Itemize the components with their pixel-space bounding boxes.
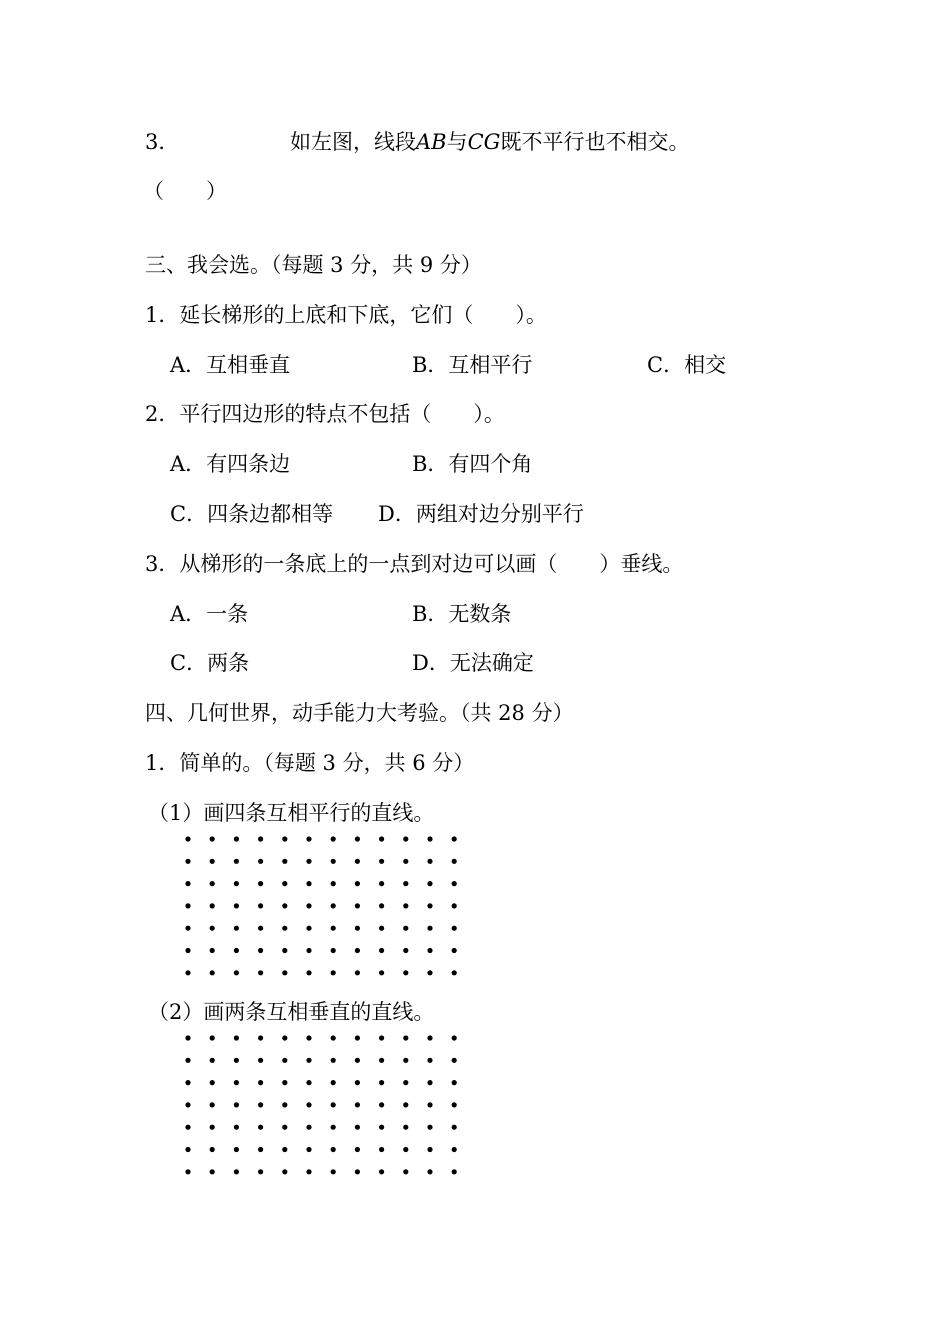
grid-dot[interactable] xyxy=(452,903,457,908)
grid-dot[interactable] xyxy=(403,859,408,864)
task-1-label: （1）画四条互相平行的直线。 xyxy=(148,801,435,825)
segment-ab: AB xyxy=(416,130,447,154)
grid-dot[interactable] xyxy=(210,1035,215,1040)
grid-dot[interactable] xyxy=(331,903,336,908)
grid-dot[interactable] xyxy=(185,948,190,953)
grid-dot[interactable] xyxy=(379,859,384,864)
grid-dot[interactable] xyxy=(427,970,432,975)
grid-dot[interactable] xyxy=(210,926,215,931)
grid-dot[interactable] xyxy=(452,1125,457,1130)
grid-dot[interactable] xyxy=(427,881,432,886)
grid-dot[interactable] xyxy=(331,859,336,864)
choice-q3-option-a[interactable]: A．一条 xyxy=(170,602,249,626)
grid-dot[interactable] xyxy=(403,1169,408,1174)
grid-dot[interactable] xyxy=(403,926,408,931)
grid-dot[interactable] xyxy=(185,836,190,841)
grid-dot[interactable] xyxy=(355,903,360,908)
grid-dot[interactable] xyxy=(185,1058,190,1063)
grid-dot[interactable] xyxy=(452,881,457,886)
grid-dot[interactable] xyxy=(185,1102,190,1107)
grid-dot[interactable] xyxy=(379,1125,384,1130)
grid-dot[interactable] xyxy=(355,926,360,931)
grid-dot[interactable] xyxy=(403,1058,408,1063)
grid-dot[interactable] xyxy=(403,903,408,908)
grid-dot[interactable] xyxy=(282,859,287,864)
grid-dot[interactable] xyxy=(210,1169,215,1174)
section3-heading: 三、我会选。（每题 3 分，共 9 分） xyxy=(145,253,482,277)
grid-dot[interactable] xyxy=(427,1058,432,1063)
grid-dot[interactable] xyxy=(379,1058,384,1063)
grid-dot[interactable] xyxy=(282,926,287,931)
grid-dot[interactable] xyxy=(306,948,311,953)
grid-dot[interactable] xyxy=(427,1080,432,1085)
grid-dot[interactable] xyxy=(210,970,215,975)
grid-dot[interactable] xyxy=(427,926,432,931)
choice-question-3-stem: 3．从梯形的一条底上的一点到对边可以画（ ）垂线。 xyxy=(145,552,684,576)
grid-dot[interactable] xyxy=(331,1102,336,1107)
grid-dot[interactable] xyxy=(452,1035,457,1040)
grid-dot[interactable] xyxy=(331,1169,336,1174)
grid-dot[interactable] xyxy=(234,881,239,886)
grid-dot[interactable] xyxy=(306,1058,311,1063)
grid-dot[interactable] xyxy=(379,1102,384,1107)
grid-dot[interactable] xyxy=(306,970,311,975)
grid-dot[interactable] xyxy=(185,881,190,886)
choice-q2-option-b[interactable]: B．有四个角 xyxy=(412,452,533,476)
grid-dot[interactable] xyxy=(379,926,384,931)
grid-dot[interactable] xyxy=(234,948,239,953)
grid-dot[interactable] xyxy=(258,1169,263,1174)
grid-dot[interactable] xyxy=(403,1080,408,1085)
grid-dot[interactable] xyxy=(379,1169,384,1174)
grid-dot[interactable] xyxy=(403,1102,408,1107)
grid-dot[interactable] xyxy=(282,1169,287,1174)
grid-dot[interactable] xyxy=(185,1080,190,1085)
grid-dot[interactable] xyxy=(403,970,408,975)
grid-dot[interactable] xyxy=(331,1125,336,1130)
grid-dot[interactable] xyxy=(210,1102,215,1107)
grid-dot[interactable] xyxy=(185,970,190,975)
grid-dot[interactable] xyxy=(306,1080,311,1085)
grid-dot[interactable] xyxy=(379,970,384,975)
judge-text-suffix: 既不平行也不相交。 xyxy=(500,130,690,154)
grid-dot[interactable] xyxy=(258,903,263,908)
grid-dot[interactable] xyxy=(379,948,384,953)
grid-dot[interactable] xyxy=(210,836,215,841)
grid-dot[interactable] xyxy=(210,1125,215,1130)
grid-dot[interactable] xyxy=(258,1035,263,1040)
grid-dot[interactable] xyxy=(379,836,384,841)
grid-dot[interactable] xyxy=(403,881,408,886)
grid-dot[interactable] xyxy=(452,926,457,931)
grid-dot[interactable] xyxy=(234,970,239,975)
grid-dot[interactable] xyxy=(282,1125,287,1130)
grid-dot[interactable] xyxy=(403,1035,408,1040)
grid-dot[interactable] xyxy=(355,1125,360,1130)
grid-dot[interactable] xyxy=(379,1080,384,1085)
grid-dot[interactable] xyxy=(282,836,287,841)
grid-dot[interactable] xyxy=(234,1058,239,1063)
grid-dot[interactable] xyxy=(355,859,360,864)
grid-dot[interactable] xyxy=(185,1169,190,1174)
grid-dot[interactable] xyxy=(427,1102,432,1107)
grid-dot[interactable] xyxy=(355,1035,360,1040)
choice-q3-option-c[interactable]: C．两条 xyxy=(170,651,250,675)
judge-text-prefix: 如左图，线段 xyxy=(290,130,416,154)
grid-dot[interactable] xyxy=(355,948,360,953)
grid-dot[interactable] xyxy=(331,1058,336,1063)
grid-dot[interactable] xyxy=(427,836,432,841)
grid-dot[interactable] xyxy=(234,926,239,931)
grid-dot[interactable] xyxy=(306,859,311,864)
grid-dot[interactable] xyxy=(185,1125,190,1130)
grid-dot[interactable] xyxy=(452,948,457,953)
grid-dot[interactable] xyxy=(306,1169,311,1174)
grid-dot[interactable] xyxy=(210,881,215,886)
grid-dot[interactable] xyxy=(427,1169,432,1174)
judge-question-3 xyxy=(145,129,179,155)
grid-dot[interactable] xyxy=(185,1035,190,1040)
task-2-label: （2）画两条互相垂直的直线。 xyxy=(148,1000,435,1024)
grid-dot[interactable] xyxy=(403,1125,408,1130)
grid-dot[interactable] xyxy=(355,836,360,841)
grid-dot[interactable] xyxy=(306,1147,311,1152)
grid-dot[interactable] xyxy=(355,1102,360,1107)
grid-dot[interactable] xyxy=(306,1125,311,1130)
grid-dot[interactable] xyxy=(306,1102,311,1107)
grid-dot[interactable] xyxy=(331,1035,336,1040)
grid-dot[interactable] xyxy=(331,926,336,931)
grid-dot[interactable] xyxy=(258,859,263,864)
grid-dot[interactable] xyxy=(258,1080,263,1085)
grid-dot[interactable] xyxy=(306,836,311,841)
judge-question-number: 3． xyxy=(145,130,180,154)
grid-dot[interactable] xyxy=(234,1169,239,1174)
choice-q1-option-c[interactable]: C．相交 xyxy=(647,353,727,377)
grid-dot[interactable] xyxy=(452,1058,457,1063)
choice-question-2-stem: 2．平行四边形的特点不包括（ ）。 xyxy=(145,402,505,426)
grid-dot[interactable] xyxy=(379,1035,384,1040)
grid-dot[interactable] xyxy=(185,903,190,908)
grid-dot[interactable] xyxy=(258,926,263,931)
grid-dot[interactable] xyxy=(427,1035,432,1040)
segment-cg: CG xyxy=(467,130,501,154)
grid-dot[interactable] xyxy=(282,1080,287,1085)
grid-dot[interactable] xyxy=(282,1058,287,1063)
grid-dot[interactable] xyxy=(452,1147,457,1152)
grid-dot[interactable] xyxy=(306,881,311,886)
grid-dot[interactable] xyxy=(379,903,384,908)
grid-dot[interactable] xyxy=(331,970,336,975)
choice-q2-option-c[interactable]: C．四条边都相等 xyxy=(170,502,334,526)
grid-dot[interactable] xyxy=(452,1169,457,1174)
judge-text-mid: 与 xyxy=(446,130,468,154)
grid-dot[interactable] xyxy=(427,948,432,953)
grid-dot[interactable] xyxy=(403,836,408,841)
grid-dot[interactable] xyxy=(258,1058,263,1063)
grid-dot[interactable] xyxy=(452,1102,457,1107)
grid-dot[interactable] xyxy=(282,948,287,953)
grid-dot[interactable] xyxy=(306,1035,311,1040)
grid-dot[interactable] xyxy=(452,1080,457,1085)
grid-dot[interactable] xyxy=(258,1102,263,1107)
grid-dot[interactable] xyxy=(355,1169,360,1174)
grid-dot[interactable] xyxy=(234,903,239,908)
grid-dot[interactable] xyxy=(210,1080,215,1085)
grid-dot[interactable] xyxy=(234,1102,239,1107)
grid-dot[interactable] xyxy=(210,859,215,864)
judge-question-3-text xyxy=(290,129,689,155)
grid-dot[interactable] xyxy=(282,1147,287,1152)
grid-dot[interactable] xyxy=(306,926,311,931)
grid-dot[interactable] xyxy=(452,859,457,864)
grid-dot[interactable] xyxy=(282,1102,287,1107)
grid-dot[interactable] xyxy=(403,948,408,953)
grid-dot[interactable] xyxy=(210,948,215,953)
grid-dot[interactable] xyxy=(427,1147,432,1152)
grid-dot[interactable] xyxy=(355,1080,360,1085)
grid-dot[interactable] xyxy=(234,859,239,864)
grid-dot[interactable] xyxy=(331,948,336,953)
grid-dot[interactable] xyxy=(258,1147,263,1152)
grid-dot[interactable] xyxy=(210,1147,215,1152)
grid-dot[interactable] xyxy=(234,1147,239,1152)
section4-heading: 四、几何世界，动手能力大考验。（共 28 分） xyxy=(145,701,574,725)
grid-dot[interactable] xyxy=(355,881,360,886)
grid-dot[interactable] xyxy=(427,1125,432,1130)
section4-sub-heading: 1．简单的。（每题 3 分，共 6 分） xyxy=(145,751,475,775)
grid-dot[interactable] xyxy=(258,1125,263,1130)
grid-dot[interactable] xyxy=(355,970,360,975)
grid-dot[interactable] xyxy=(379,1147,384,1152)
grid-dot[interactable] xyxy=(427,859,432,864)
choice-q2-option-a[interactable]: A．有四条边 xyxy=(170,452,291,476)
grid-dot[interactable] xyxy=(403,1147,408,1152)
grid-dot[interactable] xyxy=(234,836,239,841)
grid-dot[interactable] xyxy=(331,1147,336,1152)
grid-dot[interactable] xyxy=(379,881,384,886)
grid-dot[interactable] xyxy=(210,903,215,908)
grid-dot[interactable] xyxy=(282,903,287,908)
choice-q3-option-d[interactable]: D．无法确定 xyxy=(412,651,534,675)
grid-dot[interactable] xyxy=(331,881,336,886)
grid-dot[interactable] xyxy=(282,1035,287,1040)
grid-dot[interactable] xyxy=(452,970,457,975)
grid-dot[interactable] xyxy=(306,903,311,908)
grid-dot[interactable] xyxy=(331,1080,336,1085)
dot-grid-2[interactable] xyxy=(180,1031,470,1181)
grid-dot[interactable] xyxy=(210,1058,215,1063)
grid-dot[interactable] xyxy=(185,859,190,864)
grid-dot[interactable] xyxy=(452,836,457,841)
judge-answer-blank[interactable]: （ ） xyxy=(143,179,227,203)
choice-q1-option-a[interactable]: A．互相垂直 xyxy=(170,353,291,377)
choice-q3-option-b[interactable]: B．无数条 xyxy=(412,602,512,626)
choice-question-1-stem: 1．延长梯形的上底和下底，它们（ ）。 xyxy=(145,303,547,327)
grid-dot[interactable] xyxy=(258,836,263,841)
grid-dot[interactable] xyxy=(282,881,287,886)
grid-dot[interactable] xyxy=(355,1058,360,1063)
grid-dot[interactable] xyxy=(258,881,263,886)
choice-q2-option-d[interactable]: D．两组对边分别平行 xyxy=(378,502,584,526)
grid-dot[interactable] xyxy=(282,970,287,975)
grid-dot[interactable] xyxy=(331,836,336,841)
dot-grid-1[interactable] xyxy=(180,832,470,982)
grid-dot[interactable] xyxy=(234,1125,239,1130)
choice-q1-option-b[interactable]: B．互相平行 xyxy=(412,353,533,377)
grid-dot[interactable] xyxy=(258,948,263,953)
grid-dot[interactable] xyxy=(234,1080,239,1085)
grid-dot[interactable] xyxy=(234,1035,239,1040)
grid-dot[interactable] xyxy=(185,1147,190,1152)
grid-dot[interactable] xyxy=(258,970,263,975)
grid-dot[interactable] xyxy=(355,1147,360,1152)
grid-dot[interactable] xyxy=(427,903,432,908)
grid-dot[interactable] xyxy=(185,926,190,931)
